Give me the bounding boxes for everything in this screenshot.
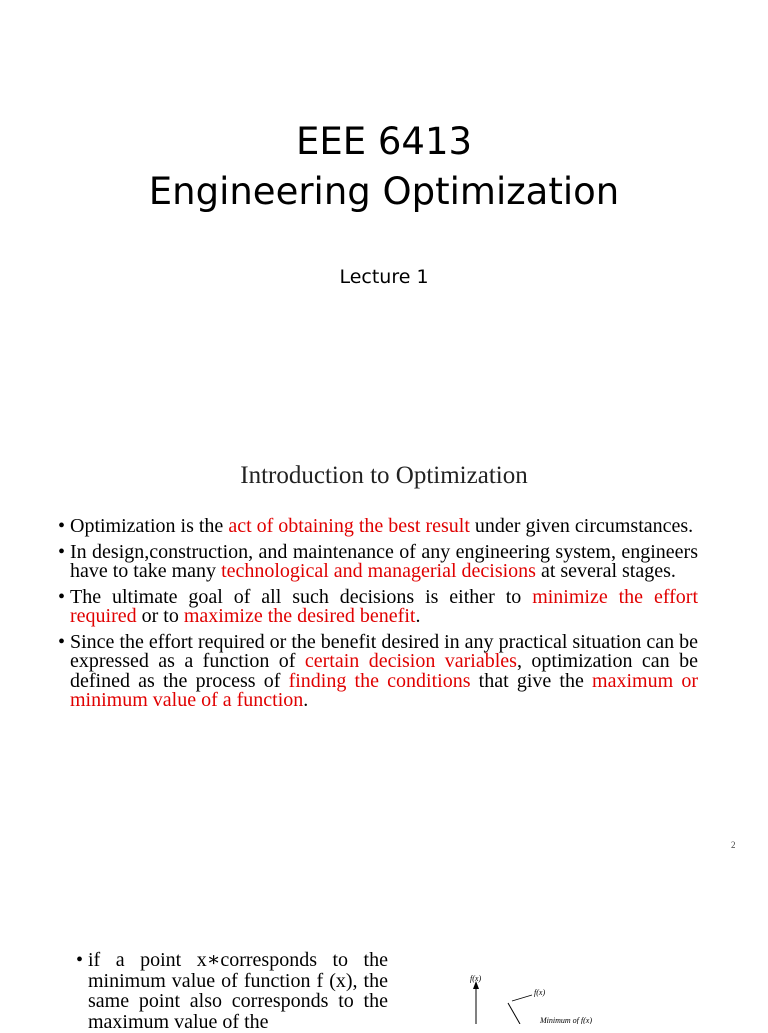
axis-label: f(x) <box>470 974 482 983</box>
page-number: 2 <box>731 840 736 850</box>
highlighted-text: finding the conditions <box>288 669 471 692</box>
slide-title-course-code: EEE 6413 <box>295 120 473 163</box>
highlighted-text: minimize the effort required <box>70 585 698 627</box>
bullet-marker: • <box>58 585 66 608</box>
minimum-annotation: Minimum of f(x) <box>540 1016 592 1024</box>
bullet-item <box>76 950 388 1032</box>
bullet-marker: • <box>58 515 66 537</box>
function-figure <box>462 965 622 1024</box>
highlighted-text: technological and managerial decisions <box>221 560 536 582</box>
bullet-item <box>58 517 698 537</box>
bullet-marker: • <box>58 540 66 563</box>
bullet-text: In design,construction, and maintenance of any engineering system, engineers have to take many <box>70 540 698 582</box>
section-heading: Introduction to Optimization <box>240 462 528 489</box>
highlighted-text: certain decision variables <box>304 650 517 672</box>
function-curve <box>508 1003 520 1024</box>
curve-label: f(x) <box>534 988 546 997</box>
bullet-text: Since the effort required or the benefit desired in any practical situation can be expressed as a function of <box>70 630 698 672</box>
bullet-text: or to <box>136 605 184 627</box>
bullet-text: Optimization is the <box>70 515 229 537</box>
bullet-marker: • <box>76 949 84 971</box>
highlighted-text: act of obtaining the best result <box>228 515 470 537</box>
bullet-marker: • <box>58 630 66 653</box>
highlighted-text: maximize the desired benefit <box>183 605 416 627</box>
bullet-list <box>58 517 698 717</box>
slide-title-course-name: Engineering Optimization <box>148 170 620 213</box>
bullet-item <box>58 630 698 711</box>
bullet-text: under given circumstances. <box>469 515 694 537</box>
bullet-text: , optimization can be defined as the process of <box>70 650 698 692</box>
bullet-item <box>58 585 698 627</box>
curve-label-leader <box>512 995 532 1001</box>
highlighted-text: maximum or minimum value of a function <box>70 669 698 711</box>
bullet-text: if a point x∗corresponds to the minimum value of function f (x), the same point also corresponds to the maximum value of the <box>88 949 388 1033</box>
bullet-text: . <box>415 605 421 627</box>
bullet-text: The ultimate goal of all such decisions is either to <box>70 585 533 608</box>
bullet-list-slide3 <box>76 950 388 1032</box>
slide-subtitle: Lecture 1 <box>339 266 429 288</box>
bullet-text: that give the <box>470 669 593 692</box>
bullet-item <box>58 540 698 582</box>
function-plot <box>462 965 622 1024</box>
bullet-text: at several stages. <box>535 560 676 582</box>
bullet-text: . <box>303 689 309 711</box>
